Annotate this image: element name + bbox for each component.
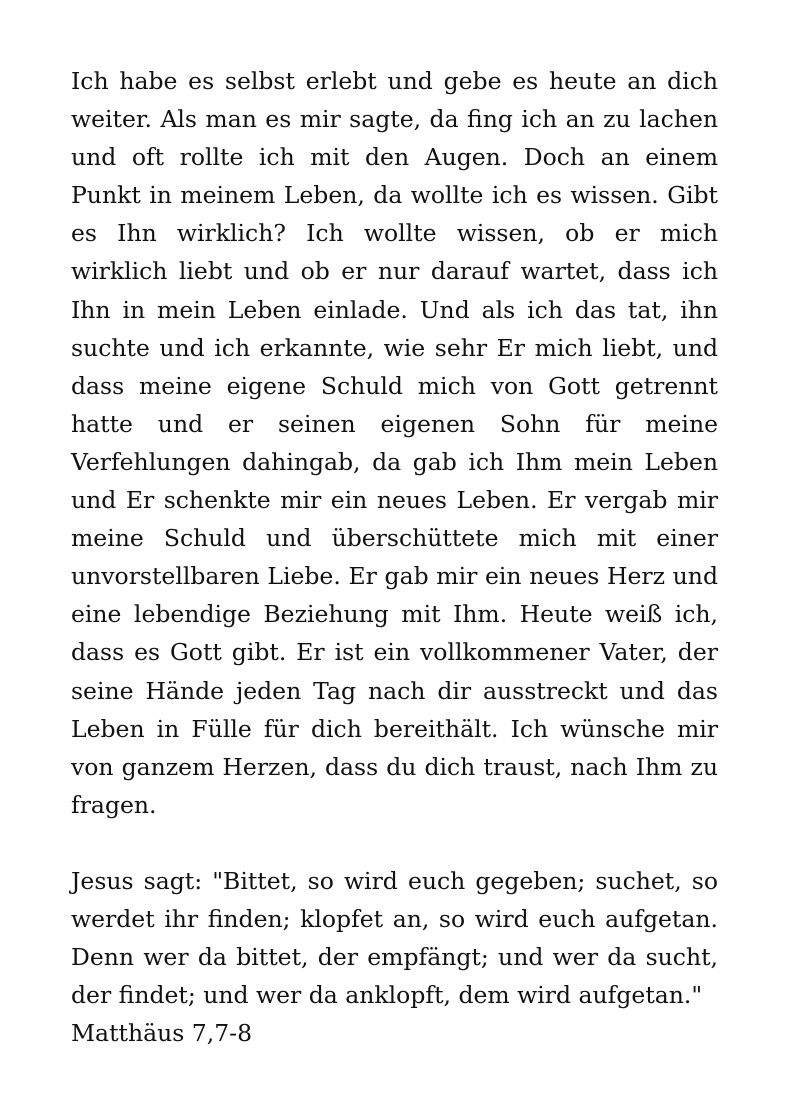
testimony-paragraph: Ich habe es selbst erlebt und gebe es heute an dich weiter. Als man es mir sagte, da fing ich an zu lachen und oft rollte ich mit den Augen. Doch an einem Punkt in meinem Leben, da wollte ich es wissen. Gibt es Ihn wirklich? Ich wollte wissen, ob er mich wirklich liebt und ob er nur darauf wartet, dass ich Ihn in mein Leben einlade. Und als ich das tat, ihn suchte und ich erkannte, wie sehr Er mich liebt, und dass meine eigene Schuld mich von Gott getrennt hatte und er seinen eigenen Sohn für meine Verfehlungen dahingab, da gab ich Ihm mein Leben und Er schenkte mir ein neues Leben. Er vergab mir meine Schuld und überschüttete mich mit einer unvorstellbaren Liebe. Er gab mir ein neues Herz und eine lebendige Beziehung mit Ihm. Heute weiß ich, dass es Gott gibt. Er ist ein vollkommener Vater, der seine Hände jeden Tag nach dir ausstreckt und das Leben in Fülle für dich bereithält. Ich wünsche mir von ganzem Herzen, dass du dich traust, nach Ihm zu fragen. <box>71 67 718 819</box>
bible-quote: Jesus sagt: "Bittet, so wird euch gegeben; suchet, so werdet ihr finden; klopfet an, so wird euch aufgetan. Denn wer da bittet, der empfängt; und wer da sucht, der findet; und wer da anklopft, dem wird aufgetan." <box>71 866 718 1010</box>
document-page <box>71 62 718 1052</box>
bible-reference: Matthäus 7,7-8 <box>71 1019 253 1048</box>
